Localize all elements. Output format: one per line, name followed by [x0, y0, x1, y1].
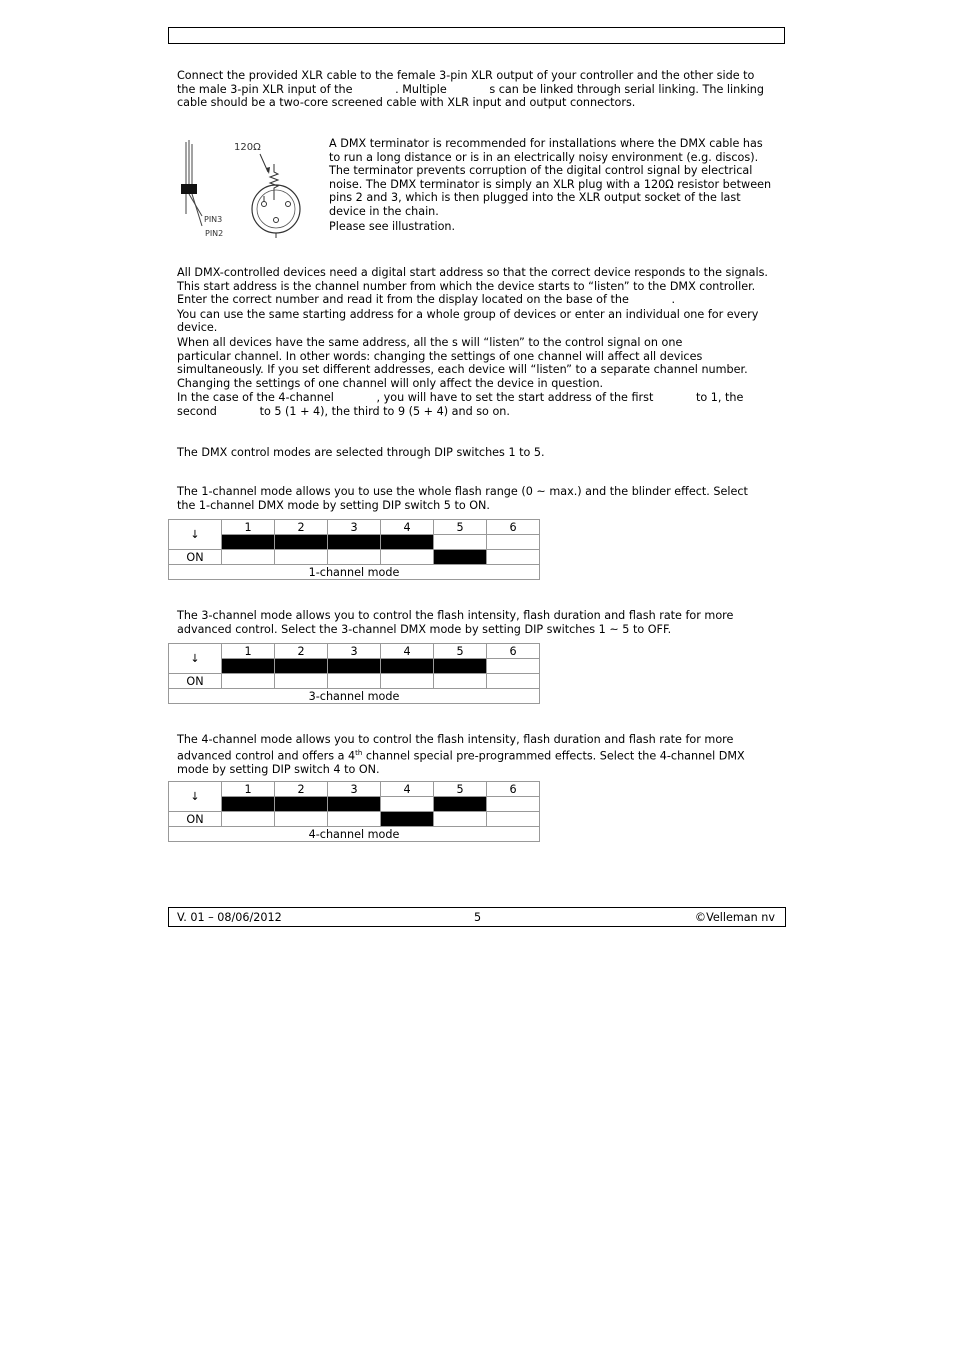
dip-cell	[328, 659, 381, 674]
switch-number: 1	[222, 644, 275, 659]
text-line: Connect the provided XLR cable to the female 3-pin XLR output of your controller and the other side to	[177, 69, 755, 82]
text-line: second to 5 (1 + 4), the third to 9 (5 + 4) and so on.	[177, 404, 510, 418]
dip-cell	[222, 812, 275, 827]
resistor-symbol	[270, 164, 278, 194]
pin2-label: PIN2	[205, 229, 224, 238]
dip-cell	[487, 550, 540, 565]
dip-cell	[381, 535, 434, 550]
text-line: A DMX terminator is recommended for installations where the DMX cable has	[329, 137, 763, 150]
table-caption: 1-channel mode	[169, 565, 540, 580]
text-line: The 1-channel mode allows you to use the whole flash range (0 ~ max.) and the blinder effect. Select	[177, 485, 748, 498]
switch-number: 1	[222, 782, 275, 797]
dip-cell	[222, 797, 275, 812]
dip-cell	[275, 550, 328, 565]
terminator-paragraph	[329, 137, 784, 233]
modes-intro	[177, 446, 782, 460]
dip-cell	[328, 674, 381, 689]
text-line: to run a long distance or is in an electrically noisy environment (e.g. discos).	[329, 150, 759, 164]
arrow-cell: ↓	[169, 520, 222, 550]
dip-cell	[275, 674, 328, 689]
text-line: Please see illustration.	[329, 219, 456, 233]
dip-cell	[222, 659, 275, 674]
dip-cell	[275, 535, 328, 550]
dip-cell	[434, 659, 487, 674]
text-line	[177, 747, 782, 763]
intro-paragraph	[177, 69, 782, 110]
dip-cell	[222, 550, 275, 565]
text-line: noise. The DMX terminator is simply an XLR plug with a 120Ω resistor between	[329, 177, 772, 191]
dip-cell	[381, 797, 434, 812]
switch-number: 4	[381, 644, 434, 659]
switch-number: 6	[487, 782, 540, 797]
text-line: the 1-channel DMX mode by setting DIP switch 5 to ON.	[177, 498, 490, 512]
cable-shield	[181, 184, 197, 194]
on-label: ON	[169, 550, 222, 565]
text-line: the male 3-pin XLR input of the . Multiple s can be linked through serial linking. The linking	[177, 82, 764, 96]
mode1-description	[177, 485, 782, 512]
dip-cell	[434, 797, 487, 812]
text-line: pins 2 and 3, which is then plugged into the XLR output socket of the last	[329, 191, 741, 205]
text-segment: advanced control and offers a 4	[177, 749, 356, 763]
switch-number: 1	[222, 520, 275, 535]
dip-cell	[328, 797, 381, 812]
dip-cell	[275, 812, 328, 827]
switch-number: 6	[487, 644, 540, 659]
dip-cell	[381, 659, 434, 674]
table-caption: 3-channel mode	[169, 689, 540, 704]
arrow-cell: ↓	[169, 782, 222, 812]
text-line: Changing the settings of one channel will only affect the device in question.	[177, 376, 604, 390]
dip-cell	[381, 812, 434, 827]
pin3-label: PIN3	[204, 215, 223, 224]
dip-table-mode4	[168, 781, 540, 842]
page-header-box	[168, 27, 785, 44]
dip-cell	[434, 535, 487, 550]
text-line: The 4-channel mode allows you to control the flash intensity, flash duration and flash rate for more	[177, 733, 734, 746]
mode3-description	[177, 609, 782, 636]
switch-number: 4	[381, 782, 434, 797]
text-line: cable should be a two-core screened cable with XLR input and output connectors.	[177, 96, 636, 110]
text-line: The terminator prevents corruption of the digital control signal by electrical	[329, 164, 753, 178]
dip-cell	[487, 812, 540, 827]
page-footer	[168, 907, 786, 927]
text-line: When all devices have the same address, all the s will “listen” to the control signal on one	[177, 335, 683, 349]
switch-number: 5	[434, 520, 487, 535]
footer-version: V. 01 – 08/06/2012	[177, 911, 282, 924]
pin-dot	[286, 202, 291, 207]
xlr-plug-outline	[252, 185, 300, 233]
dip-cell	[328, 550, 381, 565]
dip-cell	[487, 797, 540, 812]
switch-number: 2	[275, 644, 328, 659]
dip-table-mode1	[168, 519, 540, 580]
text-line: The DMX control modes are selected through DIP switches 1 to 5.	[177, 446, 545, 459]
dip-cell	[275, 797, 328, 812]
pin-dot	[262, 202, 267, 207]
dip-cell	[434, 812, 487, 827]
address-section	[177, 266, 782, 419]
text-line: device in the chain.	[329, 204, 439, 218]
dip-cell	[381, 550, 434, 565]
dip-table-mode3	[168, 643, 540, 704]
dip-cell	[381, 674, 434, 689]
dip-cell	[487, 535, 540, 550]
dip-cell	[487, 674, 540, 689]
text-line: Enter the correct number and read it from the display located on the base of the .	[177, 293, 676, 307]
text-segment: channel special pre-programmed effects. Select the 4-channel DMX	[362, 749, 745, 763]
switch-number: 3	[328, 782, 381, 797]
dip-cell	[328, 535, 381, 550]
cable-wire	[192, 194, 202, 226]
switch-number: 2	[275, 782, 328, 797]
switch-number: 2	[275, 520, 328, 535]
switch-number: 5	[434, 782, 487, 797]
dip-cell	[434, 674, 487, 689]
mode4-description	[177, 733, 782, 777]
dip-cell	[487, 659, 540, 674]
dip-cell	[222, 535, 275, 550]
text-line: advanced control. Select the 3-channel DMX mode by setting DIP switches 1 ~ 5 to OFF.	[177, 622, 672, 636]
resistor-label: 120Ω	[234, 142, 261, 153]
superscript: th	[355, 748, 363, 757]
on-label: ON	[169, 812, 222, 827]
dmx-terminator-illustration	[176, 136, 306, 240]
dip-cell	[275, 659, 328, 674]
switch-number: 5	[434, 644, 487, 659]
text-line: The 3-channel mode allows you to control the flash intensity, flash duration and flash rate for more	[177, 609, 734, 622]
text-line: All DMX-controlled devices need a digital start address so that the correct device responds to the signals.	[177, 266, 768, 279]
switch-number: 3	[328, 520, 381, 535]
text-line: You can use the same starting address for a whole group of devices or enter an individual one for every	[177, 307, 759, 321]
footer-copyright: ©Velleman nv	[694, 911, 775, 924]
switch-number: 3	[328, 644, 381, 659]
switch-number: 4	[381, 520, 434, 535]
text-line: In the case of the 4-channel , you will have to set the start address of the first to 1, the	[177, 391, 744, 405]
switch-number: 6	[487, 520, 540, 535]
text-line: This start address is the channel number from which the device starts to “listen” to the DMX controller.	[177, 279, 756, 293]
dip-cell	[222, 674, 275, 689]
on-label: ON	[169, 674, 222, 689]
text-line: mode by setting DIP switch 4 to ON.	[177, 762, 380, 776]
pin-dot	[274, 218, 279, 223]
arrow-head-icon	[266, 167, 270, 174]
footer-page-number: 5	[474, 911, 482, 924]
text-line: particular channel. In other words: changing the settings of one channel will affect all devices	[177, 349, 703, 363]
table-caption: 4-channel mode	[169, 827, 540, 842]
dip-cell	[328, 812, 381, 827]
dip-cell	[434, 550, 487, 565]
text-line: device.	[177, 321, 218, 335]
text-line: simultaneously. If you set different addresses, each device will “listen” to a separate channel number.	[177, 363, 748, 377]
arrow-cell: ↓	[169, 644, 222, 674]
